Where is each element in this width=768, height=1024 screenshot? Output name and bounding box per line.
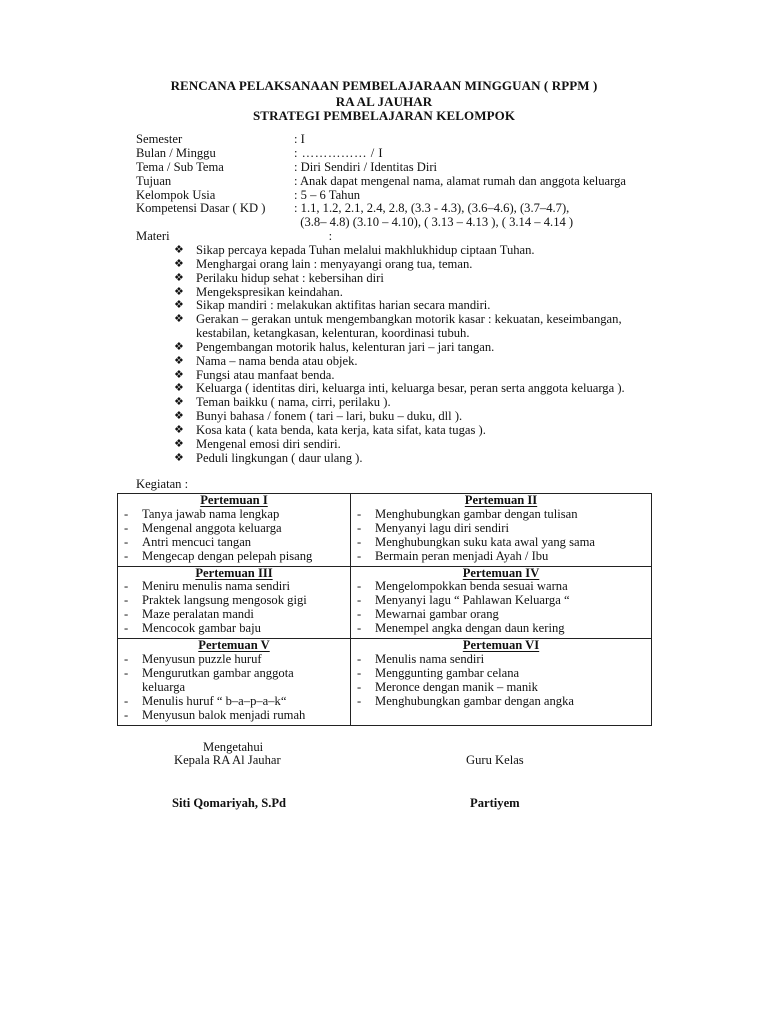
diamond-bullet-icon: ❖ bbox=[174, 299, 184, 312]
list-item: - Menghubungkan gambar dengan angka bbox=[357, 693, 574, 708]
list-item: ❖ Peduli lingkungan ( daur ulang ). bbox=[174, 450, 363, 465]
diamond-bullet-icon: ❖ bbox=[174, 368, 184, 381]
signature-principal-title: Kepala RA Al Jauhar bbox=[174, 753, 281, 767]
list-item: ❖ Menghargai orang lain : menyayangi orang tua, teman. bbox=[174, 256, 473, 271]
diamond-bullet-icon: ❖ bbox=[174, 382, 184, 395]
diamond-bullet-icon: ❖ bbox=[174, 451, 184, 464]
signature-teacher-title: Guru Kelas bbox=[466, 753, 524, 767]
document-title: RENCANA PELAKSANAAN PEMBELAJARAAN MINGGUAN ( RPPM ) bbox=[170, 78, 598, 93]
pertemuan-cell bbox=[118, 494, 351, 567]
list-item: - Bermain peran menjadi Ayah / Ibu bbox=[357, 548, 549, 563]
diamond-bullet-icon: ❖ bbox=[174, 244, 184, 256]
table-row bbox=[118, 639, 652, 725]
list-item: - Mengurutkan gambar anggota keluarga bbox=[124, 665, 294, 694]
diamond-bullet-icon: ❖ bbox=[174, 423, 184, 436]
list-item: ❖ Perilaku hidup sehat : kebersihan diri bbox=[174, 270, 384, 285]
list-item: ❖ Sikap mandiri : melakukan aktifitas harian secara mandiri. bbox=[174, 298, 491, 313]
pertemuan-cell bbox=[351, 566, 652, 639]
pertemuan-title: Pertemuan V bbox=[198, 638, 270, 653]
list-item: - Menyusun puzzle huruf bbox=[124, 651, 262, 666]
list-item-continuation: kestabilan, ketangkasan, kelenturan, koordinasi tubuh. bbox=[196, 326, 470, 341]
list-item: - Menulis nama sendiri bbox=[357, 651, 485, 666]
list-item: ❖ Teman baikku ( nama, cirri, perilaku ). bbox=[174, 395, 391, 410]
list-item: - Praktek langsung mengosok gigi bbox=[124, 593, 307, 608]
list-item: ❖ Bunyi bahasa / fonem ( tari – lari, buku – duku, dll ). bbox=[174, 409, 463, 424]
list-item: - Menghubungkan suku kata awal yang sama bbox=[357, 534, 595, 549]
school-name: RA AL JAUHAR bbox=[335, 94, 433, 109]
pertemuan-cell bbox=[351, 494, 652, 567]
list-item: - Mengenal anggota keluarga bbox=[124, 520, 282, 535]
diamond-bullet-icon: ❖ bbox=[174, 271, 184, 284]
list-item: - Meronce dengan manik – manik bbox=[357, 679, 538, 694]
pertemuan-title: Pertemuan IV bbox=[462, 565, 540, 580]
table-row bbox=[118, 566, 652, 639]
pertemuan-title: Pertemuan I bbox=[200, 493, 268, 507]
list-item: - Mencocok gambar baju bbox=[124, 621, 261, 636]
list-item: ❖ Keluarga ( identitas diri, keluarga inti, keluarga besar, peran serta anggota keluarga ). bbox=[174, 381, 625, 396]
materi-list bbox=[174, 244, 625, 466]
signature-principal-name: Siti Qomariyah, S.Pd bbox=[172, 796, 287, 810]
list-item: - Mengecap dengan pelepah pisang bbox=[124, 548, 313, 563]
list-item: - Tanya jawab nama lengkap bbox=[124, 506, 280, 521]
diamond-bullet-icon: ❖ bbox=[174, 340, 184, 353]
pertemuan-title: Pertemuan II bbox=[464, 493, 538, 507]
list-item: - Antri mencuci tangan bbox=[124, 534, 252, 549]
list-item: - Menyanyi lagu diri sendiri bbox=[357, 520, 509, 535]
pertemuan-cell bbox=[118, 566, 351, 639]
list-item: - Maze peralatan mandi bbox=[124, 607, 254, 622]
list-item: ❖ Mengenal emosi diri sendiri. bbox=[174, 436, 341, 451]
document-page: RENCANA PELAKSANAAN PEMBELAJARAAN MINGGUAN ( RPPM ) RA AL JAUHAR STRATEGI PEMBELAJARAN KELOMPOK Semester : I Bulan / Minggu : …………… / I Tema / Sub Tema : Diri Sendiri / Identitas Diri Tujuan : Anak dapat mengenal nama, alamat rumah dan anggota keluarga Kelompok Usia : 5 – 6 Tahun Kompetensi Dasar ( KD ) : 1.1, 1.2, 2.1, 2.4, 2.8, (3.3 - 4.3), (3.6–4.6), (3.7–4.7), (3.8– 4.8) (3.10 – 4.10), ( 3.13 – 4.13 ), ( 3.14 – 4.14 ) Materi : ❖ Sikap percaya kepada Tuhan melalui makhlukhidup ciptaan Tuhan. ❖ Menghargai orang lain : menyayangi orang tua, teman. ❖ Perilaku hidup sehat : kebersihan diri ❖ Mengekspresikan keindahan. ❖ Sikap mandiri : melakukan aktifitas harian secara mandiri. ❖ Gerakan – gerakan untuk mengembangkan motorik kasar : kekuatan, keseimbangan, kestabilan, ketangkasan, kelenturan, koordinasi tubuh. ❖ Pengembangan motorik halus, kelenturan jari – jari tangan. ❖ Nama – nama benda atau objek. ❖ Fungsi atau manfaat benda. ❖ Keluarga ( identitas diri, keluarga inti, keluarga besar, peran serta anggota keluarga ). ❖ Teman baikku ( nama, cirri, perilaku ). ❖ Bunyi bahasa / fonem ( tari – lari, buku – duku, dll ). ❖ Kosa kata ( kata benda, kata kerja, kata sifat, kata tugas ). ❖ Mengenal emosi diri sendiri. ❖ Peduli lingkungan ( daur ulang ). Kegiatan : Pertemuan I - Tanya jawab nama lengkap - Mengenal anggota keluarga - Antri mencuci tangan - Mengecap dengan pelepah pisang Pertemuan II - Menghubungkan gambar dengan tulisan - Menyanyi lagu diri sendiri - Menghubungkan suku kata awal yang sama - Bermain peran menjadi Ayah / Ibu Pertemuan III - Meniru menulis nama sendiri - Praktek langsung mengosok gigi - Maze peralatan mandi - Mencocok gambar baju Pertemuan IV - Mengelompokkan benda sesuai warna - Menyanyi lagu “ Pahlawan Keluarga “ - Mewarnai gambar orang - Menempel angka dengan daun kering Pertemuan V - Menyusun puzzle huruf - Mengurutkan gambar anggota keluarga - Menulis huruf “ b–a–p–a–k“ - Menyusun balok menjadi rumah Pertemuan VI - Menulis nama sendiri - Menggunting gambar celana - Meronce dengan manik – manik - Menghubungkan gambar dengan angka Mengetahui Kepala RA Al Jauhar Guru Kelas Siti Qomariyah, S.Pd Partiyem bbox=[0, 0, 768, 1024]
kegiatan-table bbox=[117, 493, 652, 726]
signature-mengetahui: Mengetahui bbox=[203, 740, 264, 754]
diamond-bullet-icon: ❖ bbox=[174, 354, 184, 367]
list-item: ❖ Sikap percaya kepada Tuhan melalui makhlukhidup ciptaan Tuhan. bbox=[174, 243, 535, 257]
list-item: ❖ Gerakan – gerakan untuk mengembangkan motorik kasar : kekuatan, keseimbangan, bbox=[174, 312, 622, 327]
table-row bbox=[118, 494, 652, 567]
list-item: ❖ Nama – nama benda atau objek. bbox=[174, 353, 358, 368]
list-item: - Menyusun balok menjadi rumah bbox=[124, 707, 306, 722]
list-item: - Mewarnai gambar orang bbox=[357, 607, 499, 622]
list-item: ❖ Pengembangan motorik halus, kelenturan jari – jari tangan. bbox=[174, 339, 495, 354]
diamond-bullet-icon: ❖ bbox=[174, 437, 184, 450]
pertemuan-title: Pertemuan III bbox=[195, 565, 273, 580]
diamond-bullet-icon: ❖ bbox=[174, 410, 184, 423]
list-item: - Menempel angka dengan daun kering bbox=[357, 621, 565, 636]
diamond-bullet-icon: ❖ bbox=[174, 396, 184, 409]
pertemuan-cell bbox=[118, 639, 351, 725]
signature-teacher-name: Partiyem bbox=[470, 796, 520, 810]
kegiatan-label: Kegiatan : bbox=[136, 477, 189, 491]
list-item: ❖ Kosa kata ( kata benda, kata kerja, kata sifat, kata tugas ). bbox=[174, 422, 486, 437]
pertemuan-title: Pertemuan VI bbox=[462, 638, 540, 653]
diamond-bullet-icon: ❖ bbox=[174, 285, 184, 298]
list-item: - Menghubungkan gambar dengan tulisan bbox=[357, 506, 578, 521]
document-subtitle: STRATEGI PEMBELAJARAN KELOMPOK bbox=[252, 108, 516, 123]
list-item: - Meniru menulis nama sendiri bbox=[124, 579, 290, 594]
list-item: - Menulis huruf “ b–a–p–a–k“ bbox=[124, 693, 287, 708]
list-item: - Menyanyi lagu “ Pahlawan Keluarga “ bbox=[357, 593, 570, 608]
diamond-bullet-icon: ❖ bbox=[174, 257, 184, 270]
pertemuan-cell bbox=[351, 639, 652, 725]
list-item: - Mengelompokkan benda sesuai warna bbox=[357, 579, 568, 594]
list-item: ❖ Fungsi atau manfaat benda. bbox=[174, 367, 335, 382]
list-item: - Menggunting gambar celana bbox=[357, 665, 520, 680]
list-item: ❖ Mengekspresikan keindahan. bbox=[174, 284, 343, 299]
diamond-bullet-icon: ❖ bbox=[174, 313, 184, 326]
